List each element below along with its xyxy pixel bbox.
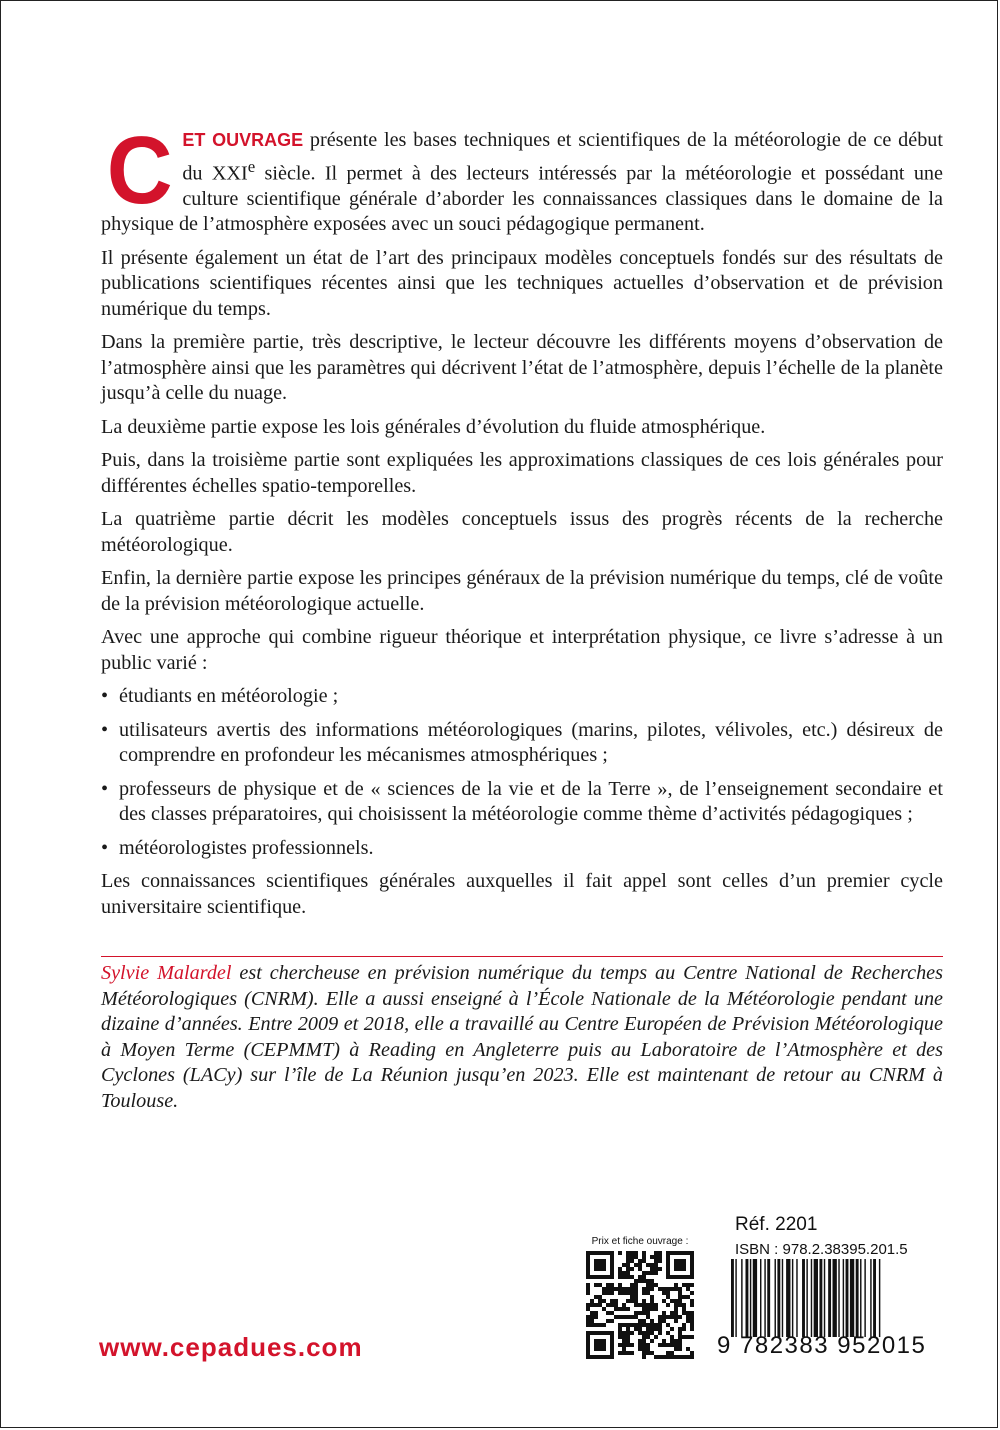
intro-text: présente les bases techniques et scientifiques de la météorologie de ce début du XXI: [182, 129, 944, 185]
intro-lead: ET OUVRAGE: [182, 130, 304, 150]
qr-caption: Prix et fiche ouvrage :: [591, 1236, 689, 1247]
paragraph: Puis, dans la troisième partie sont expliquées les approximations classiques de ces lois générales pour différentes échelles spatio-temporelles.: [101, 449, 943, 497]
qr-code-icon[interactable]: [586, 1251, 694, 1359]
paragraph: La quatrième partie décrit les modèles conceptuels issus des progrès récents de la recherche météorologique.: [101, 508, 943, 556]
dropcap: C: [106, 117, 173, 224]
paragraph: La deuxième partie expose les lois générales d’évolution du fluide atmosphérique.: [101, 415, 766, 438]
paragraph: Il présente également un état de l’art des principaux modèles conceptuels fondés sur des résultats de publications scientifiques récentes ainsi que les techniques actuelles d’observation et de prévision numérique du temps.: [101, 246, 943, 320]
intro-superscript: e: [247, 156, 256, 176]
list-item: • étudiants en météorologie ;: [101, 684, 943, 710]
isbn: ISBN : 978.2.38395.201.5: [735, 1241, 908, 1258]
paragraph: Enfin, la dernière partie expose les principes généraux de la prévision numérique du temps, clé de voûte de la prévision météorologique actuelle.: [101, 567, 943, 615]
divider: [101, 956, 943, 957]
barcode-digits: 9 782383 952015: [717, 1332, 927, 1359]
paragraph: Avec une approche qui combine rigueur théorique et interprétation physique, ce livre s’adresse à un public varié :: [101, 626, 943, 674]
author-name: Sylvie Malardel: [101, 962, 232, 984]
list-item: • utilisateurs avertis des informations météorologiques (marins, pilotes, vélivoles, etc.) désireux de comprendre en profondeur les mécanismes atmosphériques ;: [101, 718, 943, 769]
description-text: [101, 117, 944, 928]
audience-list: [101, 684, 943, 861]
list-item: • professeurs de physique et de « sciences de la vie et de la Terre », de l’enseignement secondaire et des classes préparatoires, qui choisissent la météorologie comme thème d’activités pédagogiques ;: [101, 777, 943, 828]
reference-number: Réf. 2201: [735, 1214, 818, 1235]
intro-text-continued: siècle. Il permet à des lecteurs intéressés par la météorologie et possédant une culture scientifique générale d’aborder les connaissances classiques dans le domaine de la physique de l’atmosphère exposées avec un souci pédagogique permanent.: [101, 162, 943, 236]
barcode-icon: [731, 1259, 938, 1337]
bio-text: est chercheuse en prévision numérique du temps au Centre National de Recherches Météorologiques (CNRM). Elle a aussi enseigné à l’École Nationale de la Météorologie pendant une dizaine d’années. Entre 2009 et 2018, elle a travaillé au Centre Européen de Prévision Météorologique à Moyen Terme (CEPMMT) à Reading en Angleterre puis au Laboratoire de l’Atmosphère et des Cyclones (LACy) sur l’île de La Réunion jusqu’en 2023. Elle est maintenant de retour au CNRM à Toulouse.: [101, 962, 943, 1112]
list-item: • météorologistes professionnels.: [101, 836, 943, 862]
intro-paragraph: [101, 117, 944, 238]
author-bio: [101, 961, 943, 1114]
paragraph: Dans la première partie, très descriptive, le lecteur découvre les différents moyens d’observation de l’atmosphère ainsi que les paramètres qui décrivent l’état de l’atmosphère, depuis l’échelle de la planète jusqu’à celle du nuage.: [101, 331, 943, 405]
publisher-website[interactable]: www.cepadues.com: [99, 1332, 363, 1362]
closing-paragraph: Les connaissances scientifiques générales auxquelles il fait appel sont celles d’un premier cycle universitaire scientifique.: [101, 870, 943, 918]
